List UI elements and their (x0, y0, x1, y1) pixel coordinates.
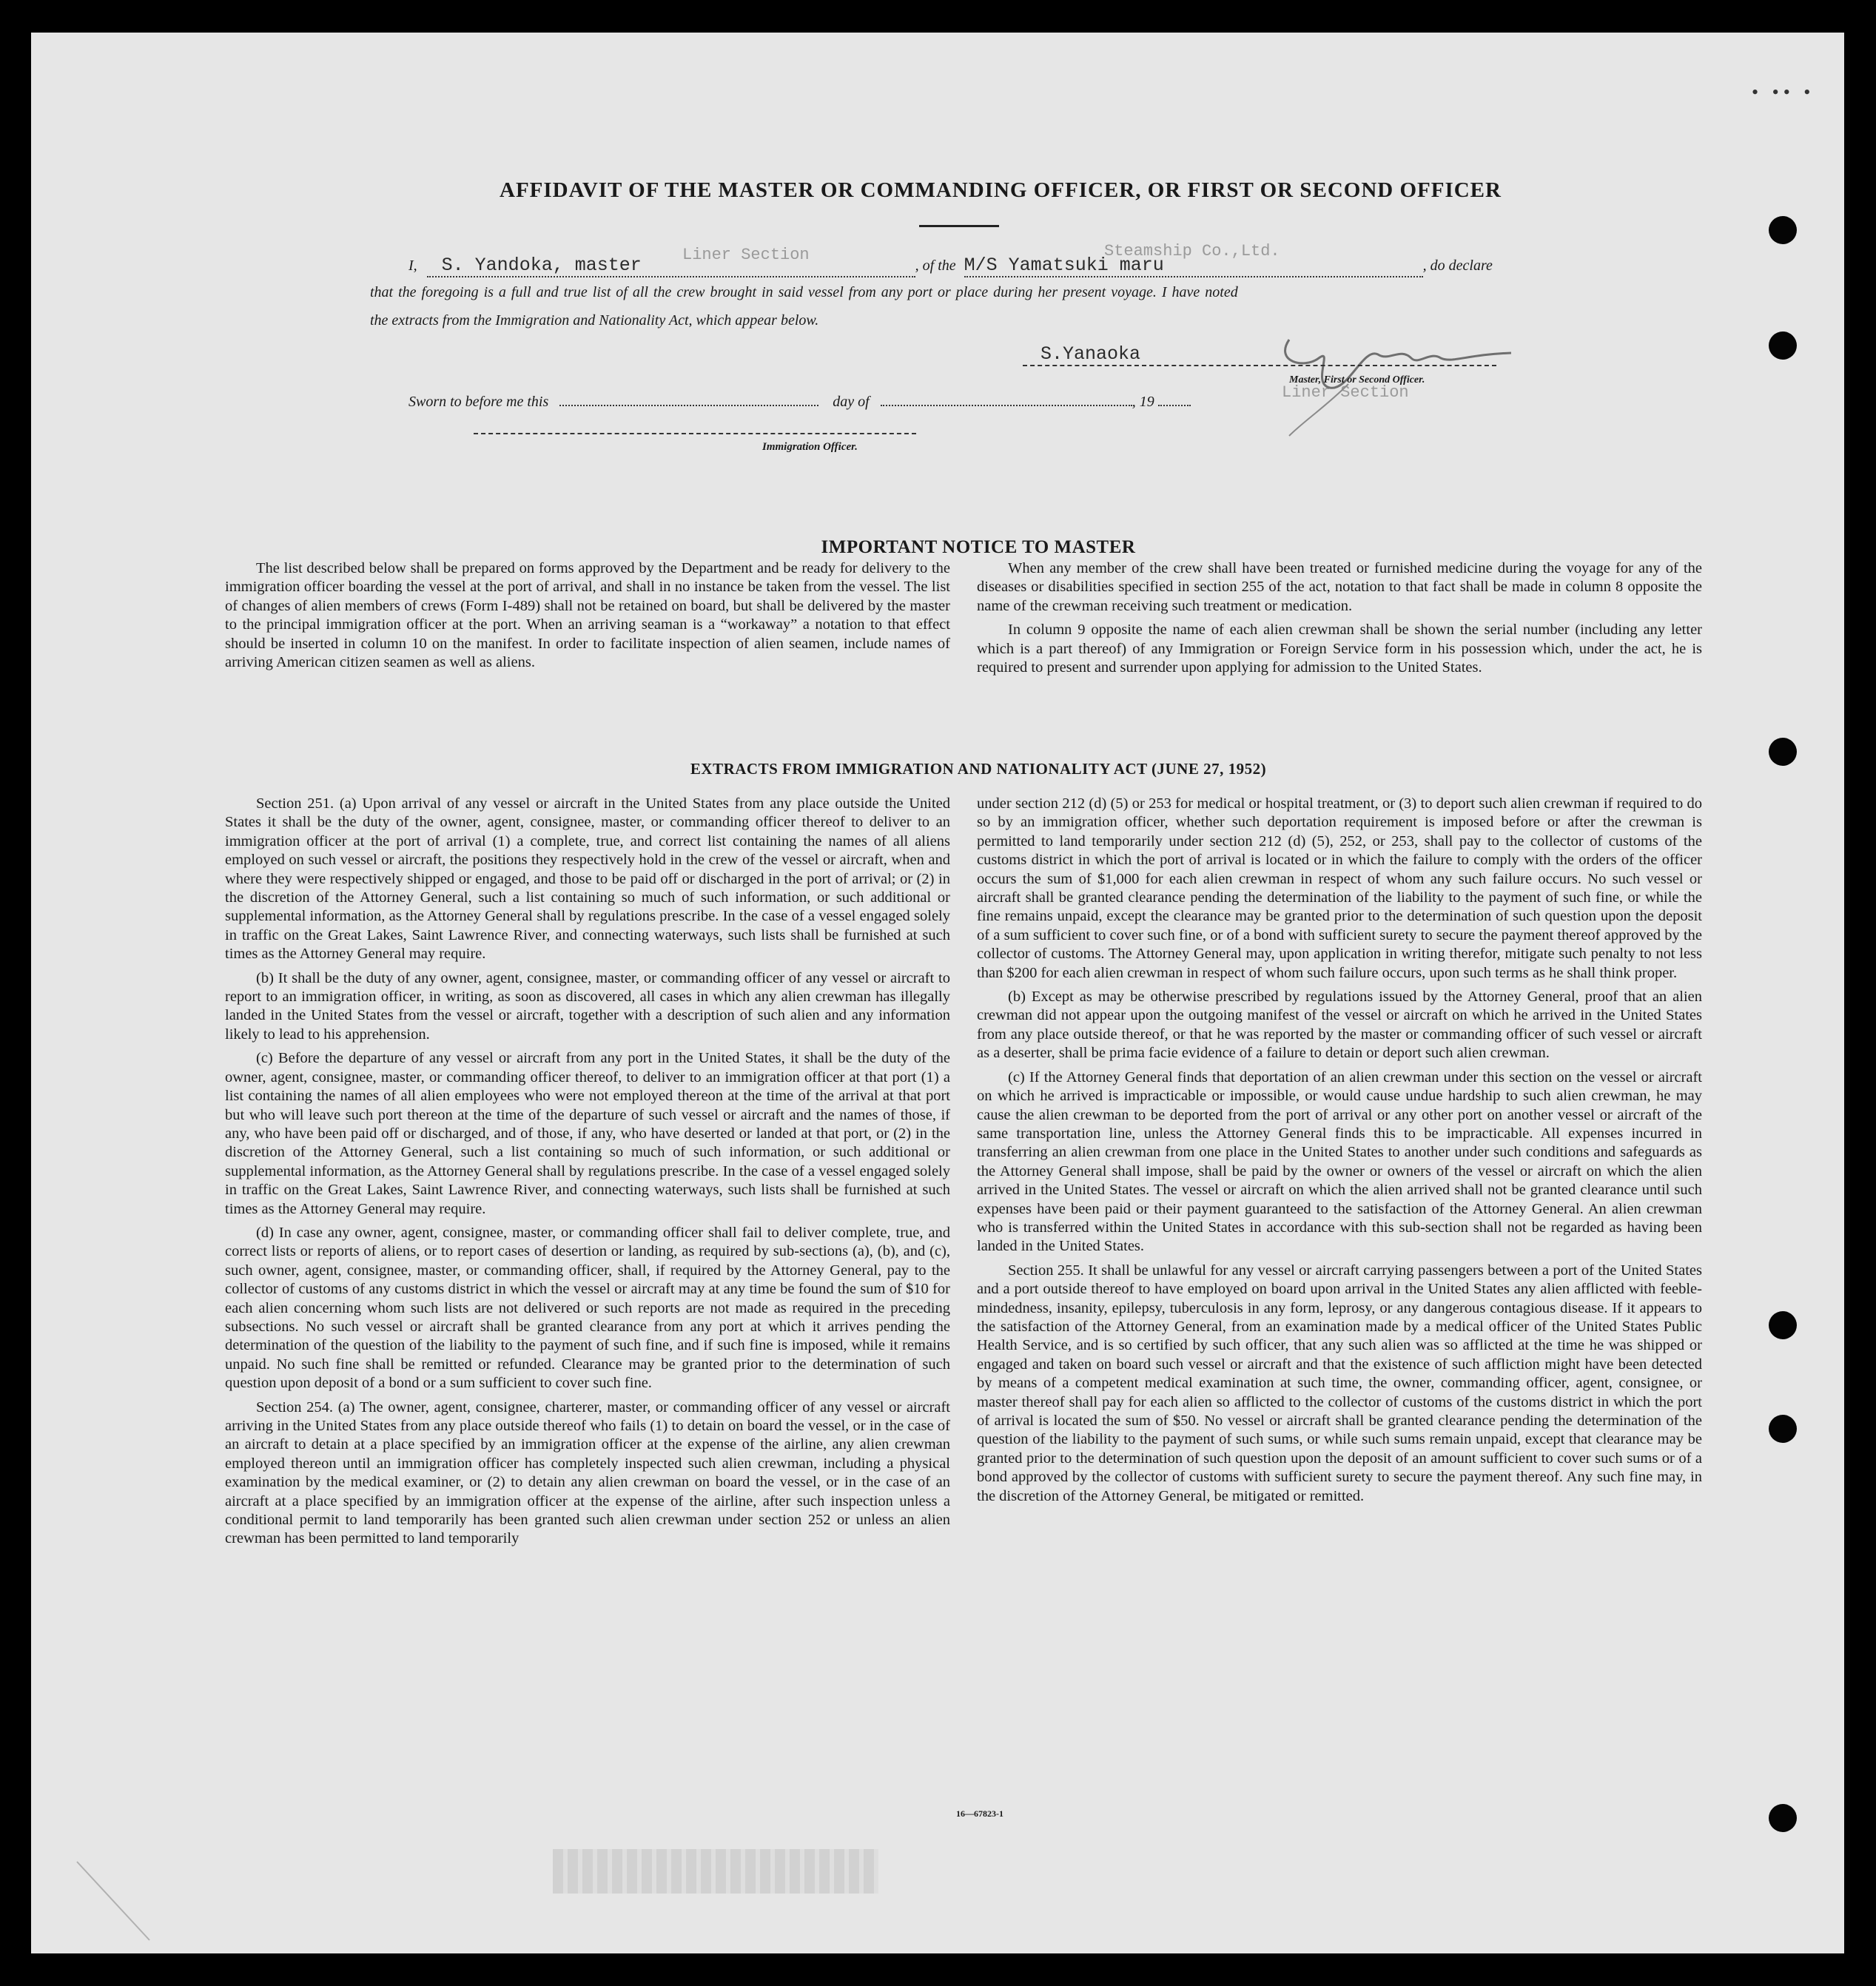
notice-right-column (977, 559, 1702, 682)
extract-paragraph: (b) Except as may be otherwise prescribed by regulations issued by the Attorney General, proof that an alien crewman did not appear upon the outgoing manifest of the vessel or aircraft on which he arrived in the United States from any place outside thereof, or that he was reported by the master or commanding officer of such vessel or aircraft as a deserter, shall be prima facie evidence of a failure to detain or deport such alien crewman. (977, 989, 1702, 1062)
sworn-year-field[interactable] (1158, 405, 1191, 406)
extract-paragraph: under section 212 (d) (5) or 253 for medical or hospital treatment, or (3) to deport such alien crewman if required to do so by an immigration officer, whether such deportation requirement is imposed before or after the crewman is permitted to land temporarily under section 212 (d) (5), 252, or 253, shall pay to the collector of customs of the customs district in which the port of arrival is located or in which the failure to comply with the orders of the officer occurs the sum of $1,000 for each alien crewman in respect of whom any such failure occurs. No such vessel or aircraft shall be granted clearance pending the determination of the liability to the payment of such fine, or while the fine remains unpaid, except the clearance may be granted prior to the determination of such question upon the deposit of a sum sufficient to cover such fine, or of a bond with sufficient surety to secure the payment thereof approved by the collector of customs. The Attorney General may, upon application in writing therefor, mitigate such penalty to not less than $200 for each alien crewman in respect of whom such failure occurs, upon such terms as he shall think proper. (977, 795, 1702, 981)
extract-paragraph: Section 255. It shall be unlawful for any vessel or aircraft carrying passengers between a port of the United States and a port outside thereof to have employed on board upon arrival in the United States any alien afflicted with feeble-mindedness, insanity, epilepsy, tuberculosis in any form, leprosy, or any dangerous contagious disease. If it appears to the satisfaction of the Attorney General, from an examination made by a medical officer of the United States Public Health Service, and is so certified by such officer, that any such alien was so afflicted at the time he was shipped or engaged and taken on board such vessel or aircraft and that the existence of such affliction might have been detected by means of a competent medical examination at such time, the owner, commanding officer, agent, consignee, or master thereof shall pay for each alien so afflicted to the collector of customs of the customs district in which the port of arrival is located the sum of $50. No vessel or aircraft shall be granted clearance pending the determination of the question of the liability to the payment of such sums, or while such sums remain unpaid, except that clearance may be granted prior to the determination of such question upon the deposit of an amount sufficient to cover such sums or of a bond approved by the collector of customs with sufficient surety to secure the payment thereof. Any such fine may, in the discretion of the Attorney General, be mitigated or remitted. (977, 1262, 1702, 1504)
faded-bottom-stamp (553, 1849, 878, 1894)
extract-paragraph: (c) Before the departure of any vessel or aircraft from any port in the United States, it shall be the duty of the owner, agent, consignee, master, or commanding officer thereof, to deliver to an immigration officer at that port (1) a list containing the names of all alien employees who were not employed thereon at the time of the arrival at that port but who will leave such port thereon at the time of the departure of such vessel or aircraft and the names of those, if any, who have been paid off or discharged, and of those, if any, who have deserted or landed at that port, or (2) in the discretion of the Attorney General, such a list containing so much of such information, or such additional or supplemental information, as the Attorney General shall by regulations prescribe. In the case of a vessel engaged solely in traffic on the Great Lakes, Saint Lawrence River, and connecting waterways, such lists shall be furnished at such times as the Attorney General may require. (225, 1050, 950, 1217)
punch-hole (1769, 216, 1797, 244)
form-number: 16—67823-1 (956, 1808, 1003, 1819)
faded-stamp: Liner Section (682, 246, 810, 264)
faded-stamp: Liner Section (1282, 383, 1409, 402)
signer-caption: Master, First or Second Officer. (1289, 374, 1425, 386)
notice-paragraph: When any member of the crew shall have been treated or furnished medicine during the voyage for any of the diseases or disabilities specified in section 255 of the act, notation to that fact shall be made in column 8 opposite the name of the crewman receiving such treatment or medication. (977, 560, 1702, 614)
signer-name-field[interactable]: S.Yanaoka (1040, 343, 1141, 365)
punch-hole (1769, 1311, 1797, 1339)
extract-paragraph: (c) If the Attorney General finds that deportation of an alien crewman under this section on the vessel or aircraft on which he arrived is impracticable or impossible, or would cause undue hardship to such alien crewman, he may cause the alien crewman to be deported from the port of arrival or any other port on another vessel or aircraft of the same transportation line, unless the Attorney General finds this to be impracticable. All expenses incurred in transferring an alien crewman from one place in the United States to another under such conditions and safeguards as the Attorney General shall impose, shall be paid by the owner or owners of the vessel or aircraft on which the alien arrived in the United States. The vessel or aircraft on which the alien arrived shall not be granted clearance until such expenses have been paid or their payment guaranteed to the satisfaction of the Attorney General. An alien crewman who is transferred within the United States in accordance with this sub-section shall not be regarded as having been landed in the United States. (977, 1068, 1702, 1255)
sworn-month-field[interactable] (881, 405, 1132, 406)
immigration-officer-signature-field[interactable] (474, 433, 916, 434)
punch-hole (1769, 331, 1797, 360)
signer-line (1023, 343, 1496, 366)
immigration-officer-caption: Immigration Officer. (762, 441, 858, 453)
notice-left-column (225, 559, 950, 677)
extracts-left-column (225, 795, 950, 1554)
document-page (31, 33, 1844, 1953)
punch-hole (1769, 738, 1797, 766)
corner-mark: • •• • (1752, 81, 1815, 103)
sworn-line: Sworn to before me this day of , 19 (409, 394, 1191, 411)
notice-paragraph: In column 9 opposite the name of each alien crewman shall be shown the serial number (including any letter which is a part thereof) of any Immigration or Foreign Service form in his possession which, under the act, he is required to present and surrender upon applying for admission to the United States. (977, 622, 1702, 676)
declaration-line-3: the extracts from the Immigration and Nationality Act, which appear below. (370, 312, 819, 329)
affidavit-title: AFFIDAVIT OF THE MASTER OR COMMANDING OFFICER, OR FIRST OR SECOND OFFICER (500, 178, 1502, 202)
extract-paragraph: (d) In case any owner, agent, consignee, master, or commanding officer shall fail to deliver complete, true, and correct lists or reports of aliens, or to report cases of desertion or landing, as required by sub-sections (a), (b), and (c), such owner, agent, consignee, master, or commanding officer, shall, if required by the Attorney General, pay to the collector of customs of any customs district in which the vessel or aircraft may at any time be found the sum of $10 for each alien concerning whom such lists are not delivered or such reports are not made as required in the preceding subsections. No such vessel or aircraft shall be granted clearance from any port at which it arrives pending the determination of the question of the liability to the payment of such fine, and if such fine is imposed, while it remains unpaid. No such fine shall be remitted or refunded. Clearance may be granted prior to the determination of such question upon deposit of a bond or a sum sufficient to cover such fine. (225, 1224, 950, 1392)
extract-paragraph: Section 254. (a) The owner, agent, consignee, charterer, master, or commanding officer of any vessel or aircraft arriving in the United States from any place outside thereof who fails (1) to detain on board the vessel, or in the case of an aircraft to detain at a place specified by an immigration officer at the expense of the airline, any alien crewman employed thereon until an immigration officer has completely inspected such alien crewman, including a physical examination by the medical examiner, or (2) to detain any alien crewman on board the vessel, or in the case of an aircraft at a place specified by an immigration officer at the expense of the airline, after such inspection unless a conditional permit to land temporarily has been granted such alien crewman under section 252 or unless an alien crewman has been permitted to land temporarily (225, 1398, 950, 1547)
declaration-line-1: I, S. Yandoka, master , of the M/S Yamatsuki maru , do declare (409, 255, 1493, 276)
immigration-officer-line (474, 425, 916, 438)
sworn-day-field[interactable] (559, 405, 818, 406)
folded-corner (75, 1860, 157, 1942)
extract-paragraph: Section 251. (a) Upon arrival of any vessel or aircraft in the United States from any place outside the United States it shall be the duty of the owner, agent, consignee, master, or commanding officer thereof to deliver to an immigration officer at the port of arrival (1) a complete, true, and correct list containing the names of all aliens employed on such vessel or aircraft, the positions they respectively hold in the crew of the vessel or aircraft, when and where they were respectively shipped or engaged, and those to be paid off or discharged in the port of arrival; or (2) in the discretion of the Attorney General, such a list containing so much of such information, or such additional or supplemental information, as the Attorney General shall by regulations prescribe. In the case of a vessel engaged solely in traffic on the Great Lakes, Saint Lawrence River, and connecting waterways, such lists shall be furnished at such times as the Attorney General may require. (225, 795, 950, 963)
extracts-title: EXTRACTS FROM IMMIGRATION AND NATIONALITY ACT (JUNE 27, 1952) (690, 760, 1267, 778)
punch-hole (1769, 1804, 1797, 1832)
title-rule (919, 225, 999, 227)
master-name-field[interactable]: S. Yandoka, master (441, 255, 642, 276)
vessel-name-field[interactable]: M/S Yamatsuki maru (964, 255, 1164, 276)
extract-paragraph: (b) It shall be the duty of any owner, agent, consignee, master, or commanding officer of any vessel or aircraft to report to an immigration officer, in writing, as soon as discovered, all cases in which any alien crewman has illegally landed in the United States from the vessel or aircraft, together with a description of such alien and any information likely to lead to his apprehension. (225, 969, 950, 1043)
notice-title: IMPORTANT NOTICE TO MASTER (821, 537, 1136, 557)
punch-hole (1769, 1415, 1797, 1443)
notice-paragraph: The list described below shall be prepared on forms approved by the Department and be ready for delivery to the immigration officer boarding the vessel at the port of arrival, and shall in no instance be taken from the vessel. The list of changes of alien members of crews (Form I-489) shall not be retained on board, but shall be delivered by the master to the principal immigration officer at the port. When an arriving seaman is a “workaway” a notation to that effect should be inserted in column 10 on the manifest. In order to facilitate inspection of alien seamen, include names of arriving American citizen seamen as well as aliens. (225, 560, 950, 671)
declaration-line-2: that the foregoing is a full and true list of all the crew brought in said vessel from any port or place during her present voyage. I have noted (370, 284, 1238, 300)
faded-stamp: Steamship Co.,Ltd. (1104, 242, 1280, 260)
extracts-right-column (977, 795, 1702, 1511)
